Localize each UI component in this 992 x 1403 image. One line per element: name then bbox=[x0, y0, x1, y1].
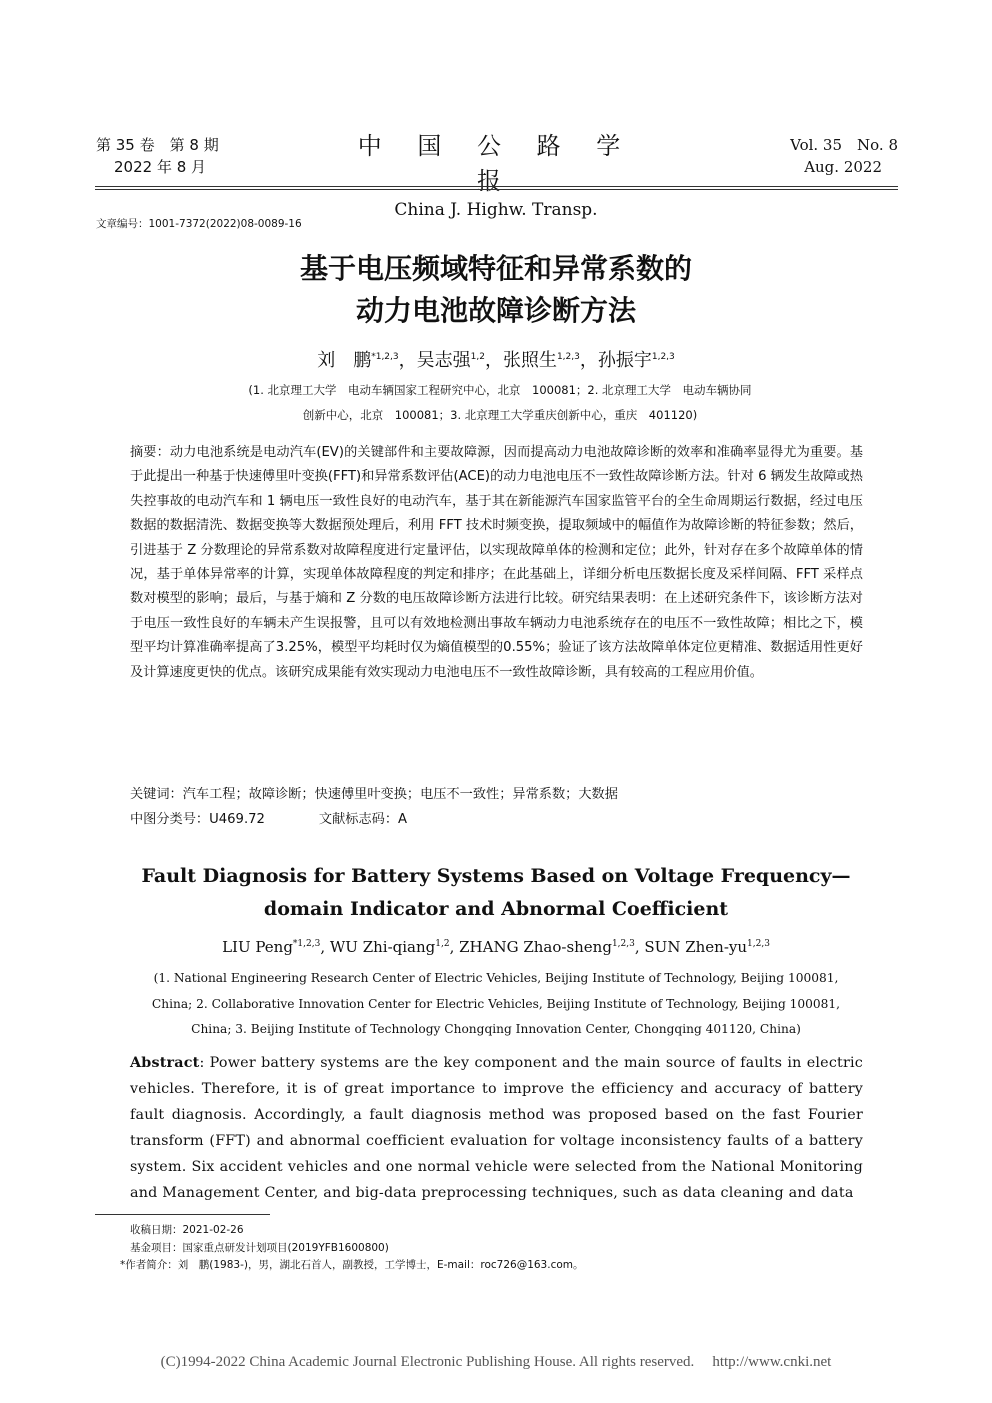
date-en: Aug. 2022 bbox=[804, 158, 882, 176]
author-cn-name: ，孙振宇 bbox=[579, 350, 652, 371]
clc-number: 中图分类号：U469.72 bbox=[130, 812, 265, 827]
copyright-line bbox=[0, 1354, 992, 1371]
affiliation-en-line2: China; 2. Collaborative Innovation Center for Electric Vehicles, Beijing Institute of Technology, Beijing 100081, bbox=[151, 996, 841, 1011]
author-cn-name: ，张照生 bbox=[484, 350, 557, 371]
title-en-line2: domain Indicator and Abnormal Coefficient bbox=[263, 898, 729, 920]
author-cn-sup: *1,2,3 bbox=[371, 352, 399, 362]
journal-name-cn: 中 国 公 路 学 报 bbox=[357, 132, 635, 195]
footnote-rule bbox=[95, 1214, 270, 1215]
header-right bbox=[760, 134, 898, 178]
footnote-author: *作者简介：刘 鹏(1983-)，男，湖北石首人，副教授，工学博士，E-mail：roc726@163.com。 bbox=[120, 1259, 584, 1271]
title-cn-line1: 基于电压频域特征和异常系数的 bbox=[299, 252, 692, 285]
footnote-received: 收稿日期：2021-02-26 bbox=[130, 1224, 244, 1236]
title-cn bbox=[96, 248, 896, 332]
affiliation-en-line3: China; 3. Beijing Institute of Technology Chongqing Innovation Center, Chongqing 401120, China) bbox=[191, 1022, 801, 1036]
author-en-name: LIU Peng bbox=[222, 938, 293, 956]
copyright-notice: (C)1994-2022 China Academic Journal Electronic Publishing House. All rights reserved. bbox=[160, 1354, 695, 1370]
abstract-en-label: Abstract bbox=[130, 1055, 200, 1071]
abstract-cn: 摘要：动力电池系统是电动汽车(EV)的关键部件和主要故障源，因而提高动力电池故障诊断的效率和准确率显得尤为重要。基于此提出一种基于快速傅里叶变换(FFT)和异常系数评估(ACE)的动力电池电压不一致性故障诊断方法。针对 6 辆发生故障或热失控事故的电动汽车和 1 辆电压一致性良好的电动汽车，基于其在新能源汽车国家监管平台的全生命周期运行数据，经过电压数据的数据清洗、数据变换等大数据预处理后，利用 FFT 技术时频变换，提取频域中的幅值作为故障诊断的特征参数；然后，引进基于 Z 分数理论的异常系数对故障程度进行定量评估，以实现故障单体的检测和定位；此外，针对存在多个故障单体的情况，基于单体异常率的计算，实现单体故障程度的判定和排序；在此基础上，详细分析电压数据长度及采样间隔、FFT 采样点数对模型的影响；最后，与基于熵和 Z 分数的电压故障诊断方法进行比较。研究结果表明：在上述研究条件下，该诊断方法对于电压一致性良好的车辆未产生误报警，且可以有效地检测出事故车辆动力电池系统存在的电压不一致性故障；相比之下，模型平均计算准确率提高了3.25%，模型平均耗时仅为熵值模型的0.55%；验证了该方法故障单体定位更精准、数据适用性更好及计算速度更快的优点。该研究成果能有效实现动力电池电压不一致性故障诊断，具有较高的工程应用价值。 bbox=[130, 445, 863, 680]
authors-en bbox=[96, 938, 896, 956]
affiliation-cn-line1: (1. 北京理工大学 电动车辆国家工程研究中心，北京 100081；2. 北京理工大学 电动车辆协同 bbox=[248, 383, 752, 397]
author-cn-sup: 1,2 bbox=[470, 352, 485, 362]
author-cn-name: ，吴志强 bbox=[398, 350, 471, 371]
volume-issue-en: Vol. 35 No. 8 bbox=[790, 136, 898, 154]
document-code: 文献标志码：A bbox=[318, 812, 408, 827]
authors-cn bbox=[96, 346, 896, 372]
affiliation-cn bbox=[130, 378, 870, 428]
article-number: 文章编号：1001-7372(2022)08-0089-16 bbox=[96, 218, 302, 230]
header-left bbox=[96, 134, 219, 178]
header-rule-top bbox=[95, 186, 898, 187]
affiliation-en-line1: (1. National Engineering Research Center of Electric Vehicles, Beijing Institute of Technology, Beijing 100081, bbox=[153, 971, 839, 985]
volume-issue-cn: 第 35 卷 第 8 期 bbox=[96, 136, 219, 154]
journal-name-en: China J. Highw. Transp. bbox=[394, 200, 598, 220]
author-en-name: , ZHANG Zhao-sheng bbox=[449, 938, 612, 956]
cnki-link[interactable]: http://www.cnki.net bbox=[712, 1354, 832, 1370]
footnotes bbox=[120, 1222, 584, 1275]
author-cn-name: 刘 鹏 bbox=[317, 350, 372, 371]
author-en-sup: 1,2,3 bbox=[747, 939, 770, 949]
title-en bbox=[96, 860, 896, 926]
title-en-line1: Fault Diagnosis for Battery Systems Based on Voltage Frequency— bbox=[141, 865, 851, 887]
author-en-sup: 1,2 bbox=[435, 939, 450, 949]
author-cn-sup: 1,2,3 bbox=[556, 352, 580, 362]
footnote-fund: 基金项目：国家重点研发计划项目(2019YFB1600800) bbox=[130, 1241, 389, 1254]
affiliation-en bbox=[120, 966, 872, 1043]
keywords-cn: 关键词：汽车工程；故障诊断；快速傅里叶变换；电压不一致性；异常系数；大数据 bbox=[130, 787, 618, 802]
header-rule-bottom bbox=[95, 189, 898, 190]
abstract-en bbox=[130, 1050, 863, 1206]
affiliation-cn-line2: 创新中心，北京 100081；3. 北京理工大学重庆创新中心，重庆 401120) bbox=[302, 408, 698, 422]
author-en-name: , WU Zhi-qiang bbox=[320, 938, 436, 956]
abstract-en-text: : Power battery systems are the key component and the main source of faults in electric vehicles. Therefore, it is of great importance to improve the efficiency and accuracy of battery fault diagnosis. Accordingly, a fault diagnosis method was proposed based on the fast Fourier transform (FFT) and abnormal coefficient evaluation for voltage inconsistency faults of a battery system. Six accident vehicles and one normal vehicle were selected from the National Monitoring and Management Center, and big-data preprocessing techniques, such as data cleaning and data bbox=[130, 1055, 863, 1201]
author-en-sup: 1,2,3 bbox=[611, 939, 635, 949]
journal-name bbox=[346, 126, 646, 220]
date-cn: 2022 年 8 月 bbox=[114, 158, 207, 176]
author-en-name: , SUN Zhen-yu bbox=[634, 938, 748, 956]
author-cn-sup: 1,2,3 bbox=[651, 352, 675, 362]
classification-cn bbox=[130, 808, 863, 827]
author-en-sup: *1,2,3 bbox=[292, 939, 321, 949]
title-cn-line2: 动力电池故障诊断方法 bbox=[355, 294, 636, 327]
